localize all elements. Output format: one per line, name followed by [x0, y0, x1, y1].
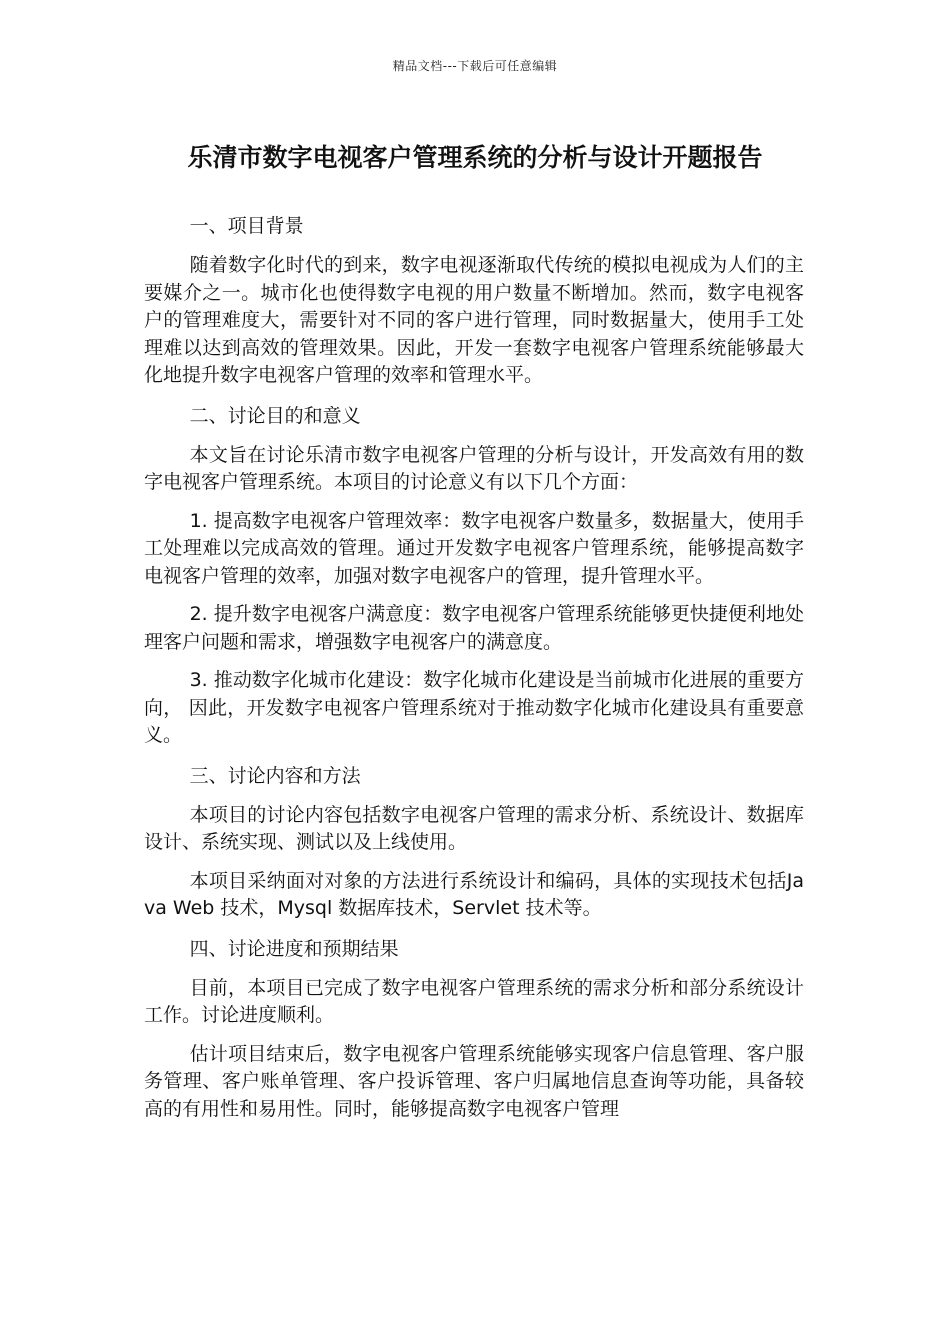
paragraph-purpose-item-1: 1. 提高数字电视客户管理效率：数字电视客户数量多，数据量大，使用手工处理难以完成高效的管理。通过开发数字电视客户管理系统，能够提高数字电视客户管理的效率，加强对数字电视客户的管理，提升管理水平。: [144, 509, 804, 587]
section-heading-progress: 四、讨论进度和预期结果: [189, 937, 399, 960]
section-heading-purpose: 二、讨论目的和意义: [189, 404, 361, 427]
section-heading-content-method: 三、讨论内容和方法: [189, 764, 361, 787]
document-body: [144, 211, 804, 1134]
paragraph-method: 本项目采纳面对对象的方法进行系统设计和编码，具体的实现技术包括Java Web 技术，Mysql 数据库技术，Servlet 技术等。: [144, 869, 804, 919]
page-header-note: 精品文档---下载后可任意编辑: [392, 59, 558, 73]
paragraph-purpose-item-2: 2. 提升数字电视客户满意度：数字电视客户管理系统能够更快捷便利地处理客户问题和需求，增强数字电视客户的满意度。: [144, 603, 804, 653]
section-heading-background: 一、项目背景: [189, 215, 304, 237]
paragraph-purpose-item-3: 3. 推动数字化城市化建设：数字化城市化建设是当前城市化进展的重要方向， 因此，开发数字电视客户管理系统对于推动数字化城市化建设具有重要意义。: [144, 669, 804, 746]
paragraph-progress: 目前，本项目已完成了数字电视客户管理系统的需求分析和部分系统设计工作。讨论进度顺利。: [144, 976, 804, 1026]
paragraph-purpose-intro: 本文旨在讨论乐清市数字电视客户管理的分析与设计，开发高效有用的数字电视客户管理系统。本项目的讨论意义有以下几个方面：: [144, 443, 804, 493]
document-title: 乐清市数字电视客户管理系统的分析与设计开题报告: [187, 143, 763, 172]
paragraph-content: 本项目的讨论内容包括数字电视客户管理的需求分析、系统设计、数据库设计、系统实现、测试以及上线使用。: [144, 803, 804, 853]
paragraph-background: 随着数字化时代的到来，数字电视逐渐取代传统的模拟电视成为人们的主要媒介之一。城市化也使得数字电视的用户数量不断增加。然而，数字电视客户的管理难度大，需要针对不同的客户进行管理，同时数据量大，使用手工处理难以达到高效的管理效果。因此，开发一套数字电视客户管理系统能够最大化地提升数字电视客户管理的效率和管理水平。: [144, 254, 804, 386]
paragraph-expected-results: 估计项目结束后，数字电视客户管理系统能够实现客户信息管理、客户服务管理、客户账单管理、客户投诉管理、客户归属地信息查询等功能，具备较高的有用性和易用性。同时，能够提高数字电视客户管理: [144, 1042, 804, 1120]
